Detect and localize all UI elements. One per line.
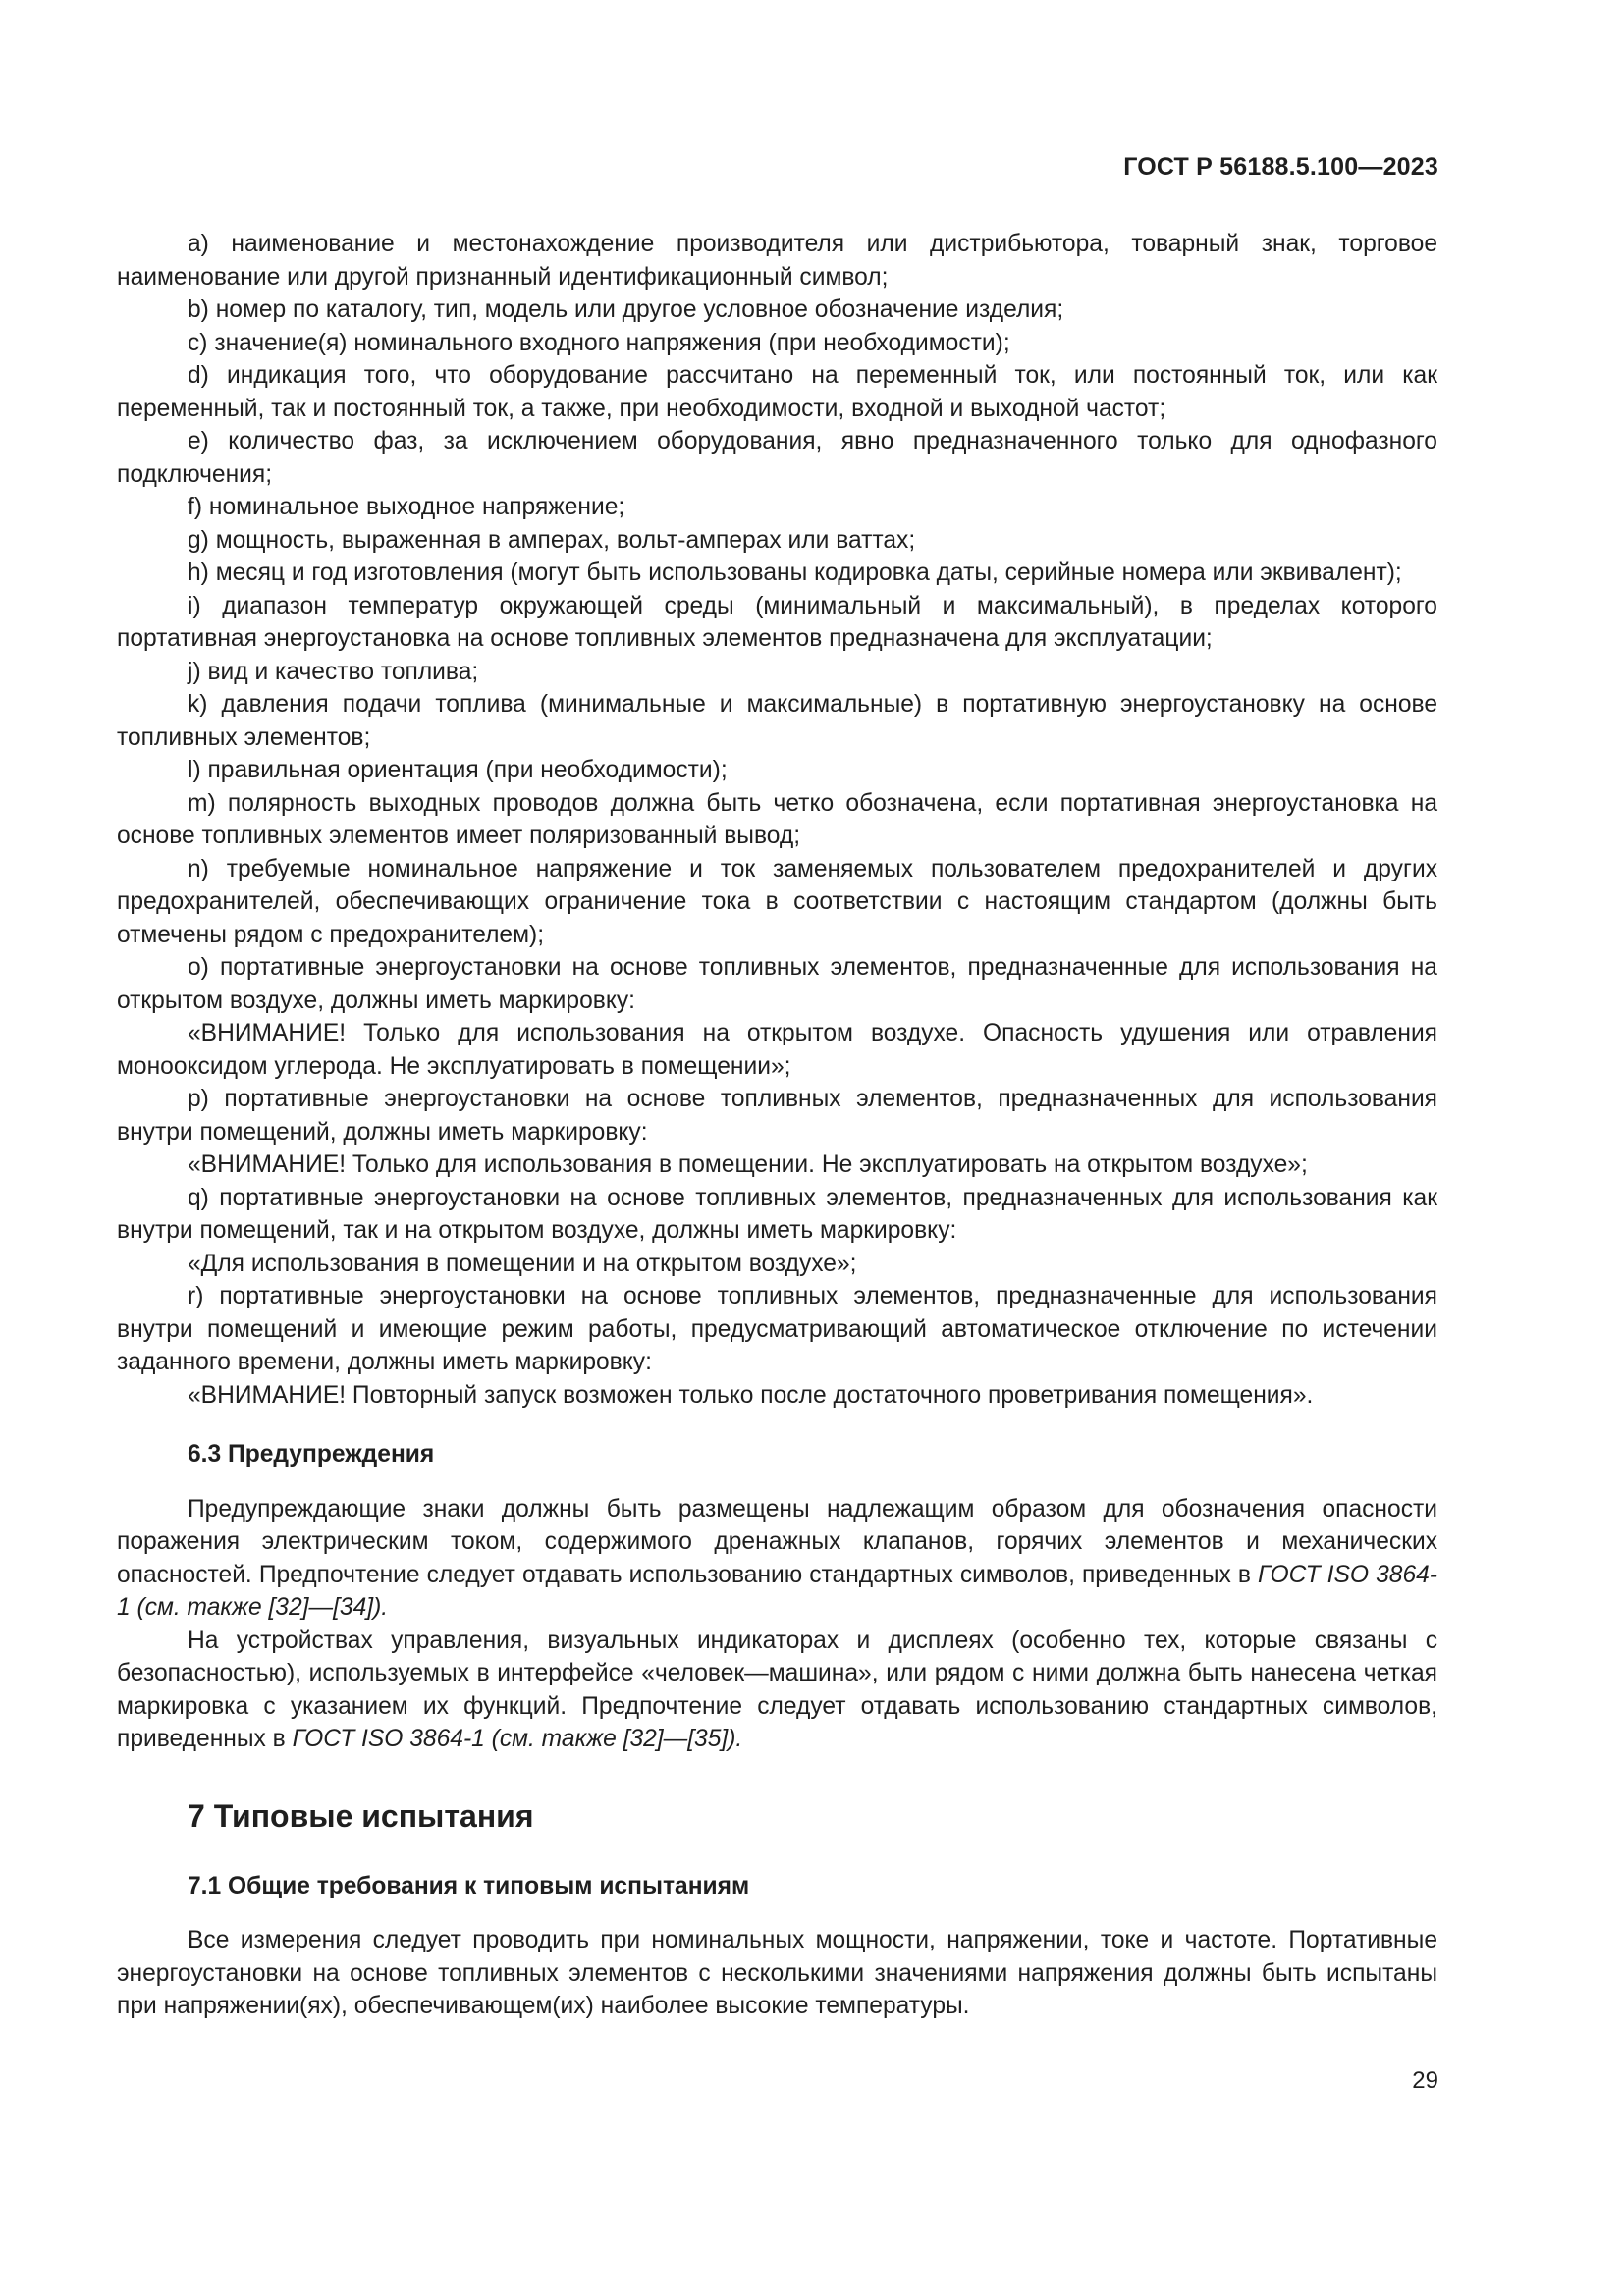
paragraph-text: На устройствах управления, визуальных индикаторах и дисплеях (особенно тех, которые связаны с безопасностью), используемых в интерфейсе «человек—машина», или рядом с ними должна быть нанесена четкая маркировка с указанием их функций. Предпочтение следует отдавать использованию стандартных символов, приведенных в <box>117 1627 1437 1752</box>
paragraph <box>117 1625 1437 1756</box>
list-item: b) номер по каталогу, тип, модель или другое условное обозначение изделия; <box>188 296 1064 323</box>
paragraph <box>117 1493 1437 1625</box>
warning-marking-text: «ВНИМАНИЕ! Только для использования в помещении. Не эксплуатировать на открытом воздухе»; <box>188 1151 1308 1178</box>
list-item: m) полярность выходных проводов должна быть четко обозначена, если портативная энергоустановка на основе топливных элементов имеет поляризованный вывод; <box>117 789 1437 849</box>
list-item: h) месяц и год изготовления (могут быть использованы кодировка даты, серийные номера или эквивалент); <box>188 560 1402 586</box>
list-item: o) портативные энергоустановки на основе топливных элементов, предназначенные для использования на открытом воздухе, должны иметь маркировку: <box>117 954 1437 1014</box>
list-item: i) диапазон температур окружающей среды (минимальный и максимальный), в пределах которого портативная энергоустановка на основе топливных элементов предназначена для эксплуатации; <box>117 592 1437 652</box>
list-item: j) вид и качество топлива; <box>188 658 479 685</box>
list-item: f) номинальное выходное напряжение; <box>188 494 625 520</box>
list-item: a) наименование и местонахождение производителя или дистрибьютора, товарный знак, торговое наименование или другой признанный идентификационный символ; <box>117 231 1437 291</box>
subsection-heading-6-3: 6.3 Предупреждения <box>188 1441 435 1468</box>
list-item: n) требуемые номинальное напряжение и ток заменяемых пользователем предохранителей и других предохранителей, обеспечивающих ограничение тока в соответствии с настоящим стандартом (должны быть отмечены рядом с предохранителем); <box>117 855 1437 948</box>
paragraph-text: Предупреждающие знаки должны быть размещены надлежащим образом для обозначения опасности поражения электрическим током, содержимого дренажных клапанов, горячих элементов и механических опасностей. Предпочтение следует отдавать использованию стандартных символов, приведенных в <box>117 1495 1437 1588</box>
marking-list <box>117 228 1437 1412</box>
list-item: q) портативные энергоустановки на основе топливных элементов, предназначенных для использования как внутри помещений, так и на открытом воздухе, должны иметь маркировку: <box>117 1184 1437 1244</box>
list-item: l) правильная ориентация (при необходимости); <box>188 757 728 783</box>
warning-marking-text: «Для использования в помещении и на открытом воздухе»; <box>188 1250 857 1277</box>
standard-reference: ГОСТ ISO 3864-1 (см. также [32]—[34]). <box>117 1561 1437 1621</box>
list-item: p) портативные энергоустановки на основе топливных элементов, предназначенных для использования внутри помещений, должны иметь маркировку: <box>117 1086 1437 1146</box>
page-content <box>117 228 1437 2023</box>
warning-marking-text: «ВНИМАНИЕ! Повторный запуск возможен только после достаточного проветривания помещения». <box>188 1381 1314 1409</box>
document-id-header: ГОСТ Р 56188.5.100—2023 <box>1123 153 1438 181</box>
subsection-heading-7-1: 7.1 Общие требования к типовым испытаниям <box>188 1872 750 1899</box>
paragraph: Все измерения следует проводить при номинальных мощности, напряжении, токе и частоте. Портативные энергоустановки на основе топливных элементов с несколькими значениями напряжения должны быть испытаны при напряжении(ях), обеспечивающем(их) наиболее высокие температуры. <box>117 1927 1437 2019</box>
list-item: k) давления подачи топлива (минимальные и максимальные) в портативную энергоустановку на основе топливных элементов; <box>117 691 1437 751</box>
list-item: r) портативные энергоустановки на основе топливных элементов, предназначенные для использования внутри помещений и имеющие режим работы, предусматривающий автоматическое отключение по истечении заданного времени, должны иметь маркировку: <box>117 1283 1437 1375</box>
list-item: d) индикация того, что оборудование рассчитано на переменный ток, или постоянный ток, или как переменный, так и постоянный ток, а также, при необходимости, входной и выходной частот; <box>117 362 1437 422</box>
list-item: g) мощность, выраженная в амперах, вольт-амперах или ваттах; <box>188 526 916 554</box>
section-heading-7: 7 Типовые испытания <box>188 1797 534 1834</box>
page-number: 29 <box>1412 2067 1438 2094</box>
list-item: c) значение(я) номинального входного напряжения (при необходимости); <box>188 329 1010 356</box>
warning-marking-text: «ВНИМАНИЕ! Только для использования на открытом воздухе. Опасность удушения или отравления монооксидом углерода. Не эксплуатировать в помещении»; <box>117 1020 1437 1080</box>
list-item: e) количество фаз, за исключением оборудования, явно предназначенного только для однофазного подключения; <box>117 428 1437 488</box>
standard-reference: ГОСТ ISO 3864-1 (см. также [32]—[35]). <box>292 1726 743 1752</box>
